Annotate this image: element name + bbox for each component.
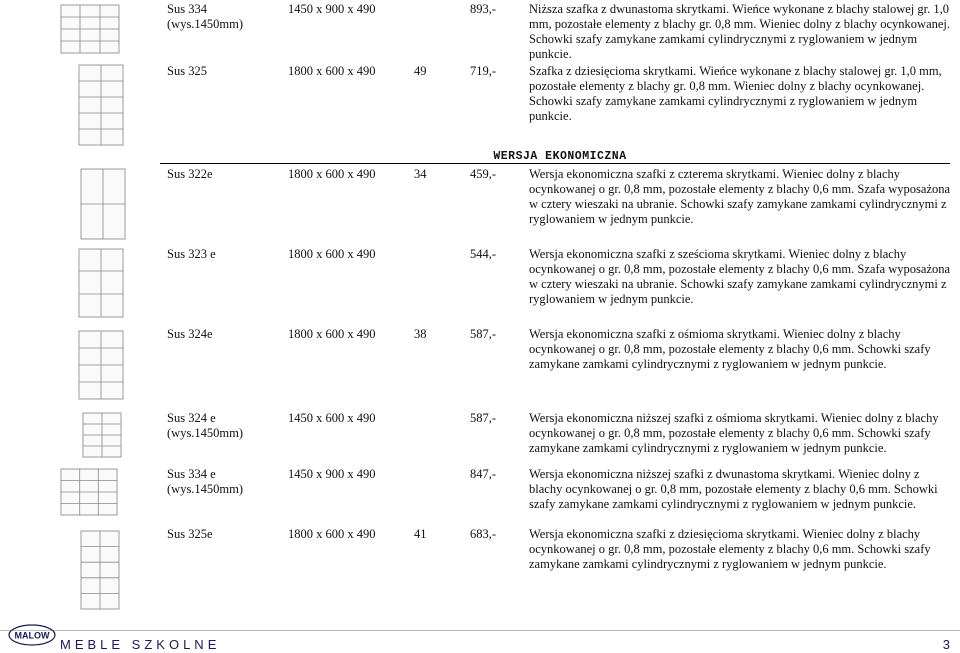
price: 893,- [470, 2, 497, 16]
description: Wersja ekonomiczna szafki z czterema skrytkami. Wieniec dolny z blachy ocynkowanej o gr. 0,8 mm, pozostałe elementy z blachy 0,6 mm. Szafa wyposażona w cztery wieszaki na ubranie. Schowki szafy zamykane zamkami cylindrycznymi z ryglowaniem w jednym punkcie. [529, 167, 951, 226]
dimensions: 1800 x 600 x 490 [288, 247, 376, 261]
dimensions: 1800 x 600 x 490 [288, 327, 376, 341]
model-name: Sus 334 e (wys.1450mm) [167, 467, 244, 496]
description: Wersja ekonomiczna niższej szafki z ośmioma skrytkami. Wieniec dolny z blachy ocynkowanej o gr. 0,8 mm, pozostałe elementy z blachy 0,6 mm. Schowki szafy zamykane zamkami cylindrycznymi z ryglowaniem w jednym punkcie. [529, 411, 939, 455]
locker-thumbnail [80, 530, 120, 610]
price: 587,- [470, 411, 497, 425]
dimensions: 1450 x 600 x 490 [288, 411, 376, 425]
footer-divider [0, 630, 960, 631]
price: 719,- [470, 64, 497, 78]
model-name: Sus 324e [167, 327, 213, 341]
model-name: Sus 325e [167, 527, 213, 541]
description: Wersja ekonomiczna szafki z sześcioma skrytkami. Wieniec dolny z blachy ocynkowanej o gr. 0,8 mm, pozostałe elementy z blachy 0,6 mm. Szafa wyposażona w cztery wieszaki na ubranie. Schowki szafy zamykane zamkami cylindrycznymi z ryglowaniem w jednym punkcie. [529, 247, 951, 306]
locker-thumbnail [78, 248, 124, 318]
dimensions: 1800 x 600 x 490 [288, 64, 376, 78]
locker-thumbnail [60, 4, 120, 54]
item-number: 41 [414, 527, 427, 541]
dimensions: 1800 x 600 x 490 [288, 527, 376, 541]
model-name: Sus 334 (wys.1450mm) [167, 2, 244, 31]
description: Wersja ekonomiczna szafki z ośmioma skrytkami. Wieniec dolny z blachy ocynkowanej o gr. 0,8 mm, pozostałe elementy z blachy 0,6 mm. Schowki szafy zamykane zamkami cylindrycznymi z ryglowaniem w jednym punkcie. [529, 327, 931, 371]
description: Niższa szafka z dwunastoma skrytkami. Wieńce wykonane z blachy stalowej gr. 1,0 mm, pozostałe elementy z blachy gr. 0,8 mm. Wieniec dolny z blachy ocynkowanej. Schowki szafy zamykane zamkami cylindrycznymi z ryglowaniem w jednym punkcie. [529, 2, 951, 61]
price: 847,- [470, 467, 497, 481]
price: 587,- [470, 327, 497, 341]
dimensions: 1450 x 900 x 490 [288, 467, 376, 481]
model-name: Sus 324 e (wys.1450mm) [167, 411, 244, 440]
locker-thumbnail [82, 412, 122, 458]
description: Wersja ekonomiczna szafki z dziesięcioma skrytkami. Wieniec dolny z blachy ocynkowanej o gr. 0,8 mm, pozostałe elementy z blachy 0,6 mm. Schowki szafy zamykane zamkami cylindrycznymi z ryglowaniem w jednym punkcie. [529, 527, 931, 571]
price: 459,- [470, 167, 497, 181]
item-number: 38 [414, 327, 427, 341]
description: Wersja ekonomiczna niższej szafki z dwunastoma skrytkami. Wieniec dolny z blachy ocynkowanej o gr. 0,8 mm, pozostałe elementy z blachy 0,6 mm. Schowki szafy zamykane zamkami cylindrycznymi z ryglowaniem w jednym punkcie. [529, 467, 938, 511]
model-name: Sus 322e [167, 167, 213, 181]
model-name: Sus 325 [167, 64, 207, 78]
locker-thumbnail [78, 64, 124, 146]
page-number: 3 [942, 637, 950, 652]
locker-thumbnail [80, 168, 126, 240]
section-title: WERSJA EKONOMICZNA [493, 150, 627, 163]
price: 544,- [470, 247, 497, 261]
model-name: Sus 323 e [167, 247, 216, 261]
locker-thumbnail [60, 468, 118, 516]
svg-text:MALOW: MALOW [14, 630, 50, 641]
description: Szafka z dziesięcioma skrytkami. Wieńce wykonane z blachy stalowej gr. 1,0 mm, pozostałe elementy z blachy gr. 0,8 mm. Wieniec dolny z blachy ocynkowanej. Schowki szafy zamykane zamkami cylindrycznymi z ryglowaniem w jednym punkcie. [529, 64, 942, 123]
malow-logo [8, 624, 56, 646]
item-number: 34 [414, 167, 427, 181]
footer-brand: MEBLE SZKOLNE [60, 637, 221, 652]
dimensions: 1450 x 900 x 490 [288, 2, 376, 16]
locker-thumbnail [78, 330, 124, 400]
dimensions: 1800 x 600 x 490 [288, 167, 376, 181]
price: 683,- [470, 527, 497, 541]
item-number: 49 [414, 64, 427, 78]
section-divider [160, 163, 950, 164]
